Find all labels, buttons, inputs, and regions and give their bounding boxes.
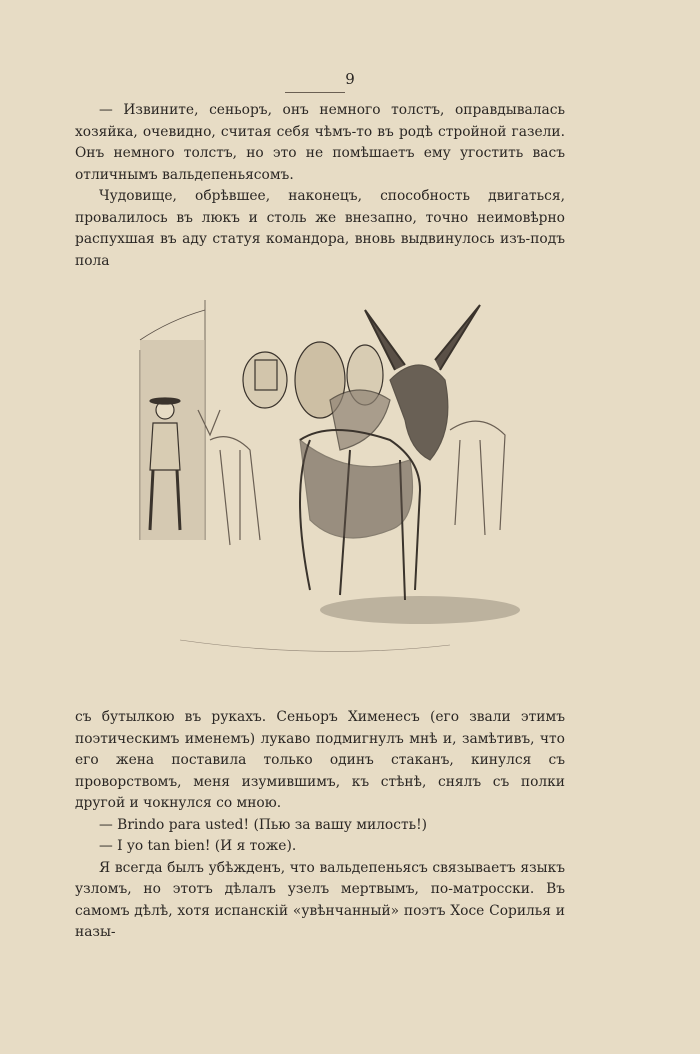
- top-text-block: [75, 100, 565, 272]
- paragraph-bottle: съ бутылкою въ рукахъ. Сеньоръ Хименесъ (его звали этимъ поэтическимъ именемъ) лукаво подмигнулъ мнѣ и, замѣтивъ, что его жена поставила только одинъ стаканъ, кинулся съ проворствомъ, меня изумившимъ, къ стѣнѣ, снялъ съ полки другой и чокнулся со мною.: [75, 709, 565, 811]
- paragraph-valdepenas: Я всегда былъ убѣжденъ, что вальдепеньясъ связываетъ языкъ узломъ, но этотъ дѣлалъ узелъ мертвымъ, по-матросски. Въ самомъ дѣлѣ, хотя испанскій «увѣнчанный» поэтъ Хосе Сорилья и назы-: [75, 859, 565, 940]
- paragraph-toast: — Brindo para usted! (Пью за вашу милость!): [99, 816, 428, 833]
- paragraph-monster: Чудовище, обрѣвшее, наконецъ, способность двигаться, провалилось въ люкъ и столь же внезапно, точно неимовѣрно распухшая въ аду статуя командора, вновь выдвинулось изъ-подъ пола: [75, 188, 565, 269]
- paragraph-reply: — I yo tan bien! (И я тоже).: [99, 838, 297, 854]
- page-number: 9: [345, 70, 355, 88]
- bottom-text-block: [75, 707, 565, 944]
- donkey-illustration: [120, 290, 530, 670]
- paragraph-apology: — Извините, сеньоръ, онъ немного толстъ, оправдывалась хозяйка, очевидно, считая себя чѣмъ-то въ родѣ стройной газели. Онъ немного толстъ, но это не помѣшаетъ ему угостить васъ отличнымъ вальдепеньясомъ.: [75, 102, 565, 183]
- page-number-rule: [285, 92, 345, 93]
